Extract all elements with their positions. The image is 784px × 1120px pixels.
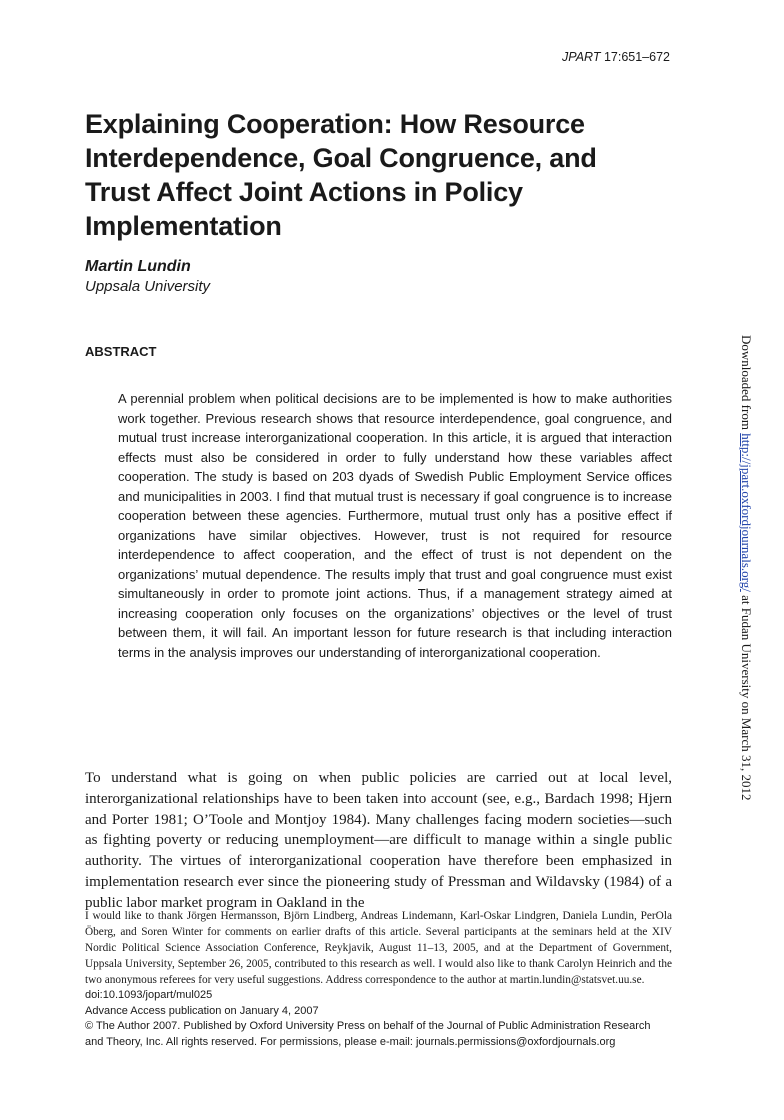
copyright-line: © The Author 2007. Published by Oxford University Press on behalf of the Journal of Public Administration Research: [85, 1020, 651, 1032]
acknowledgement-footnote: I would like to thank Jörgen Hermansson, Björn Lindberg, Andreas Lindemann, Karl-Oskar Lindgren, Daniela Lundin, PerOla Öberg, and Soren Winter for comments on earlier drafts of this article. Several participants at the seminars held at the XIV Nordic Political Science Association Conference, Reykjavik, August 11–13, 2005, and at the Department of Government, Uppsala University, September 26, 2005, contributed to this research as well. I would also like to thank Carolyn Heinrich and the two anonymous referees for very useful suggestions. Address correspondence to the author at martin.lundin@statsvet.uu.se.: [85, 910, 672, 986]
running-header: [562, 50, 670, 64]
doi: doi:10.1093/jopart/mul025: [85, 989, 213, 1001]
author-name: Martin Lundin: [85, 258, 191, 275]
body-paragraph: To understand what is going on when public policies are carried out at local level, interorganizational relationships have to been taken into account (see, e.g., Bardach 1998; Hjern and Porter 1981; O’Toole and Montjoy 1984). Many challenges facing modern societies—such as fighting poverty or reducing unemployment—are difficult to manage within a single public authority. The virtues of interorganizational cooperation have therefore been emphasized in implementation research ever since the pioneering study of Pressman and Wildavsky (1984) of a public labor market program in Oakland in the: [85, 770, 672, 911]
advance-access-note: Advance Access publication on January 4, 2007: [85, 1004, 319, 1017]
journal-pages: 17:651–672: [603, 50, 670, 64]
author-affiliation: Uppsala University: [85, 278, 211, 295]
download-watermark: [738, 335, 754, 801]
copyright-line-continued: and Theory, Inc. All rights reserved. For permissions, please e-mail: journals.permissions@oxfordjournals.org: [85, 1035, 616, 1048]
download-prefix: Downloaded from: [739, 335, 754, 434]
journal-name: JPART: [562, 50, 601, 64]
publication-info: [85, 988, 672, 1050]
abstract-heading: ABSTRACT: [85, 344, 157, 359]
download-suffix: at Fudan University on March 31, 2012: [739, 591, 754, 801]
abstract-text: A perennial problem when political decisions are to be implemented is how to make authorities work together. Previous research shows that resource interdependence, goal congruence, and mutual trust increase interorganizational cooperation. In this article, it is argued that interaction effects must also be considered in order to fully understand how these variables affect cooperation. The study is based on 203 dyads of Swedish Public Employment Service offices and municipalities in 2003. I find that mutual trust is necessary if goal congruence is to increase cooperation between these agencies. Furthermore, mutual trust only has a positive effect if organizations have similar objectives. However, trust is not required for resource interdependence to affect cooperation, and the effect of trust is not dependent on the organizations’ mutual dependence. The results imply that trust and goal congruence must exist simultaneously in order to promote joint actions. Thus, if a management strategy aimed at increasing cooperation only focuses on the organizations’ objectives or the level of trust between them, it will fail. An important lesson for future research is that including interaction terms in the analysis improves our understanding of interorganizational cooperation.: [118, 391, 672, 660]
article-title: Explaining Cooperation: How Resource Interdependence, Goal Congruence, and Trust Affect Joint Actions in Policy Implementation: [85, 109, 597, 241]
journal-url-link[interactable]: http://jpart.oxfordjournals.org/: [739, 433, 754, 592]
